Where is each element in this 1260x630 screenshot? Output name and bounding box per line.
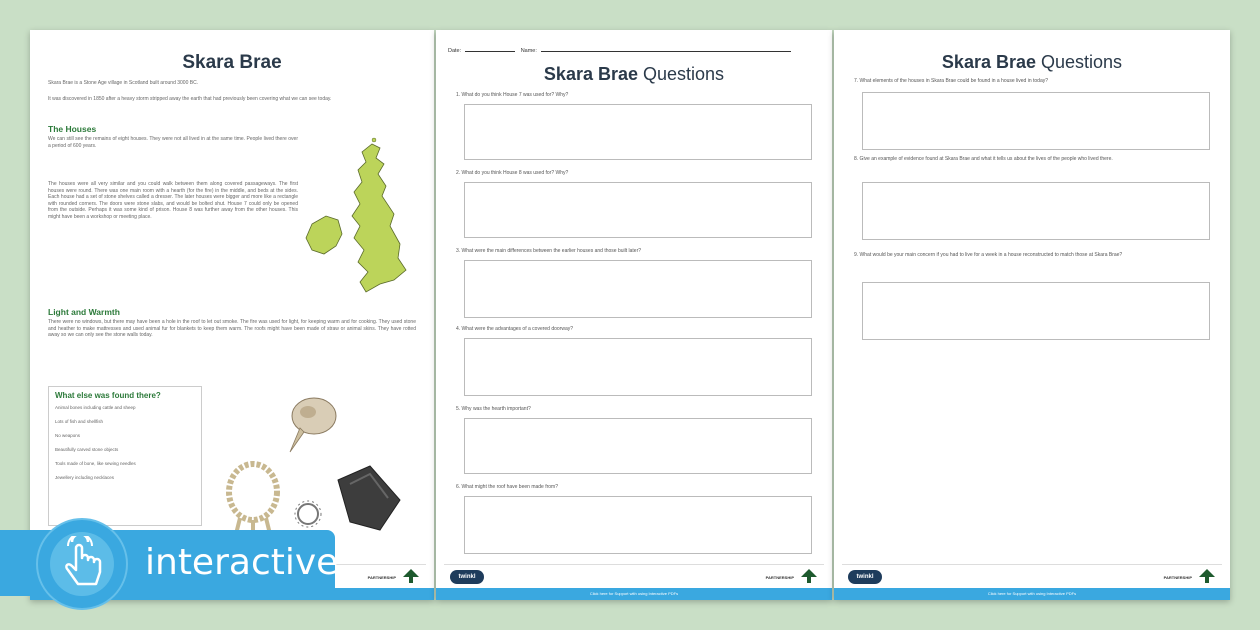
question-text: 4. What were the advantages of a covered doorway?	[456, 326, 574, 332]
questions-page-1	[436, 30, 832, 600]
tree-icon	[402, 568, 420, 584]
question-text: 2. What do you think House 8 was used for? Why?	[456, 170, 569, 176]
questions-title: Skara Brae Questions	[543, 64, 725, 84]
intro-text: Skara Brae is a Stone Age village in Scotland built around 3000 BC.	[48, 80, 199, 86]
light-warmth-heading: Light and Warmth	[48, 307, 120, 317]
tree-icon	[1198, 568, 1216, 584]
page-title: Skara Brae	[182, 52, 282, 73]
tree-icon	[800, 568, 818, 584]
answer-box[interactable]	[464, 104, 812, 160]
twinkl-logo: twinkl	[450, 570, 484, 584]
question-text: 3. What were the main differences between the earlier houses and those built later?	[456, 248, 642, 254]
found-item: Lots of fish and shellfish	[55, 419, 104, 424]
support-link-bar[interactable]: Click here for Support with using Interactive PDFs	[436, 588, 832, 600]
page-footer	[444, 564, 824, 586]
partnership-text: PARTNERSHIP	[367, 575, 396, 580]
bone-ring-image	[292, 498, 324, 530]
uk-map-image	[302, 134, 412, 304]
reading-page	[30, 30, 434, 600]
questions-page-2	[834, 30, 1230, 600]
found-list	[55, 405, 195, 489]
answer-box[interactable]	[464, 496, 812, 554]
twinkl-logo: twinkl	[848, 570, 882, 584]
hand-pointer-icon	[58, 536, 108, 592]
answer-box[interactable]	[464, 182, 812, 238]
houses-paragraph-2: The houses were all very similar and you could walk between them along covered passageways. The first houses were round. There was one main room with a hearth (for the fire) in the middle, and beds at the sides. Each house had a set of stone shelves called a dresser. The later houses were bigger and more like a rectangle with rounded corners. The doors were stone slabs, and would be bolted shut. House 7 could only be opened from the outside. Perhaps it was some kind of prison. House 8 was further away from the other houses. This might have been a workshop or meeting place.	[48, 181, 298, 220]
date-label: Date:	[448, 48, 462, 54]
support-link-bar[interactable]: Click here for Support with using Interactive PDFs	[834, 588, 1230, 600]
light-paragraph: There were no windows, but there may have been a hole in the roof to let out smoke. The fire was used for light, for keeping warm and for cooking. They used stone and heather to make mattresses and used animal fur for blankets to keep them warm. The roofs might have been made of straw or animal skins. They have rotted away so we can only see the stone walls today.	[48, 319, 416, 339]
name-date-fields	[448, 48, 795, 54]
found-item: No weapons	[55, 433, 81, 438]
found-item: Beautifully carved stone objects	[55, 447, 119, 452]
partnership-text: PARTNERSHIP	[1163, 575, 1192, 580]
date-field[interactable]	[465, 51, 515, 52]
houses-heading: The Houses	[48, 124, 97, 134]
dark-stone-tool-image	[330, 460, 406, 536]
found-item: Jewellery including necklaces	[55, 475, 115, 480]
found-box	[48, 386, 202, 526]
found-item: Tools made of bone, like sewing needles	[55, 461, 136, 466]
question-text: 5. Why was the hearth important?	[456, 406, 531, 412]
name-field[interactable]	[541, 51, 791, 52]
houses-paragraph-1: We can still see the remains of eight houses. They were not all lived in at the same time. People lived there over a period of 600 years.	[48, 136, 298, 149]
bead-necklace-image	[222, 458, 284, 538]
answer-box[interactable]	[464, 338, 812, 396]
answer-box[interactable]	[464, 260, 812, 318]
answer-box[interactable]	[464, 418, 812, 474]
question-text: 7. What elements of the houses in Skara Brae could be found in a house lived in today?	[854, 78, 1049, 84]
intro-text-2: It was discovered in 1850 after a heavy storm stripped away the earth that had previously been covering what we can see today.	[48, 96, 332, 102]
name-label: Name:	[520, 48, 537, 54]
interactive-label: interactive	[145, 542, 339, 583]
carved-stone-ball-image	[280, 392, 346, 456]
question-text: 6. What might the roof have been made from?	[456, 484, 558, 490]
question-text: 1. What do you think House 7 was used for? Why?	[456, 92, 569, 98]
partnership-text: PARTNERSHIP	[765, 575, 794, 580]
page-footer	[842, 564, 1222, 586]
answer-box[interactable]	[862, 92, 1210, 150]
answer-box[interactable]	[862, 282, 1210, 340]
questions-title: Skara Brae Questions	[941, 52, 1123, 72]
answer-box[interactable]	[862, 182, 1210, 240]
question-text: 8. Give an example of evidence found at Skara Brae and what it tells us about the lives of the people who lived there.	[854, 156, 1113, 162]
found-item: Animal bones including cattle and sheep	[55, 405, 136, 410]
found-heading: What else was found there?	[55, 391, 161, 400]
question-text: 9. What would be your main concern if you had to live for a week in a house reconstructed to match those at Skara Brae?	[854, 252, 1123, 258]
